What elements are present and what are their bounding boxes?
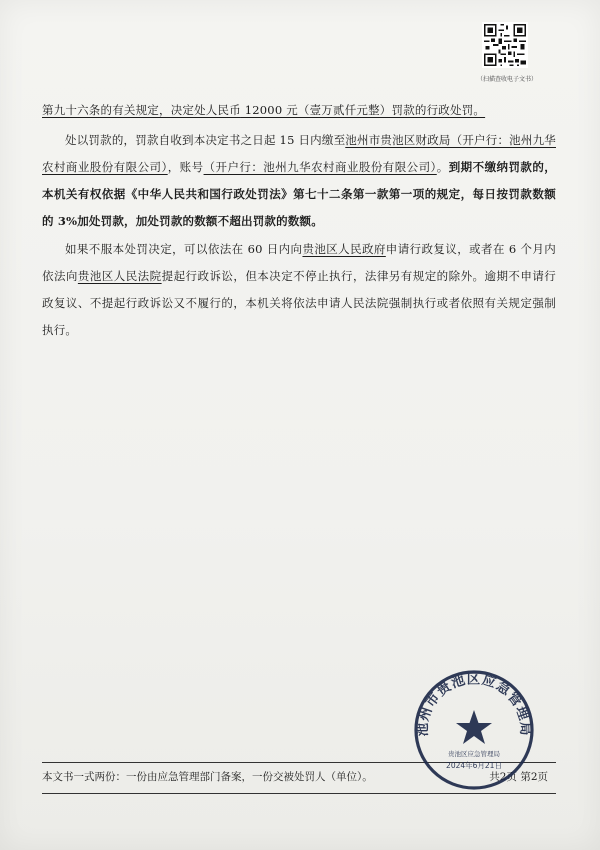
official-seal xyxy=(412,668,536,792)
appeal-text-2: 申请行政复议，或者在 6 个月内依法向 xyxy=(42,242,556,283)
seal-inner-text: 贵池区应急管理局 xyxy=(448,750,500,758)
penalty-amount: 12000 元（壹万贰仟元整） xyxy=(240,103,392,117)
seal-text: 池州市贵池区应急管理局 xyxy=(414,671,534,737)
account-label: ，账号 xyxy=(167,160,204,174)
account-bank: （开户行：池州九华农村商业股份有限公司） xyxy=(203,160,437,174)
penalty-decision-text: 第九十六条的有关规定，决定处人民币 xyxy=(42,103,241,117)
payment-recipient: 池州市贵池区财政局（开户行：池州九华农村商业股份有限公司） xyxy=(42,133,556,174)
paragraph-penalty-decision xyxy=(42,97,556,124)
payment-period: 。 xyxy=(436,160,449,174)
footer-divider-bottom xyxy=(42,793,556,794)
qr-code[interactable] xyxy=(482,22,528,68)
appeal-text: 如果不服本处罚决定，可以依法在 60 日内向 xyxy=(65,242,303,256)
paragraph-payment xyxy=(42,127,556,235)
page-number: 共2页 第2页 xyxy=(489,771,548,783)
seal-date: 2024年6月21日 xyxy=(446,761,502,770)
late-payment-clause: 到期不缴纳罚款的，本机关有权依据《中华人民共和国行政处罚法》第七十二条第一款第一项的规定，每日按罚款数额的 3%加处罚款，加处罚款的数额不超出罚款的数额。 xyxy=(42,160,557,228)
qr-caption: （扫描查收电子文书） xyxy=(476,76,537,83)
penalty-decision-end: 罚款的行政处罚。 xyxy=(391,103,486,117)
paragraph-appeal xyxy=(42,236,556,344)
copies-note: 本文书一式两份：一份由应急管理部门备案，一份交被处罚人（单位）。 xyxy=(42,771,373,783)
reconsideration-authority: 贵池区人民政府 xyxy=(302,242,386,256)
appeal-text-3: 提起行政诉讼，但本决定不停止执行，法律另有规定的除外。逾期不申请行政复议、不提起行政诉讼又不履行的，本机关将依法申请人民法院强制执行或者依照有关规定强制执行。 xyxy=(42,269,556,337)
payment-text: 处以罚款的，罚款自收到本决定书之日起 15 日内缴至 xyxy=(65,133,346,147)
litigation-court: 贵池区人民法院 xyxy=(77,269,162,283)
